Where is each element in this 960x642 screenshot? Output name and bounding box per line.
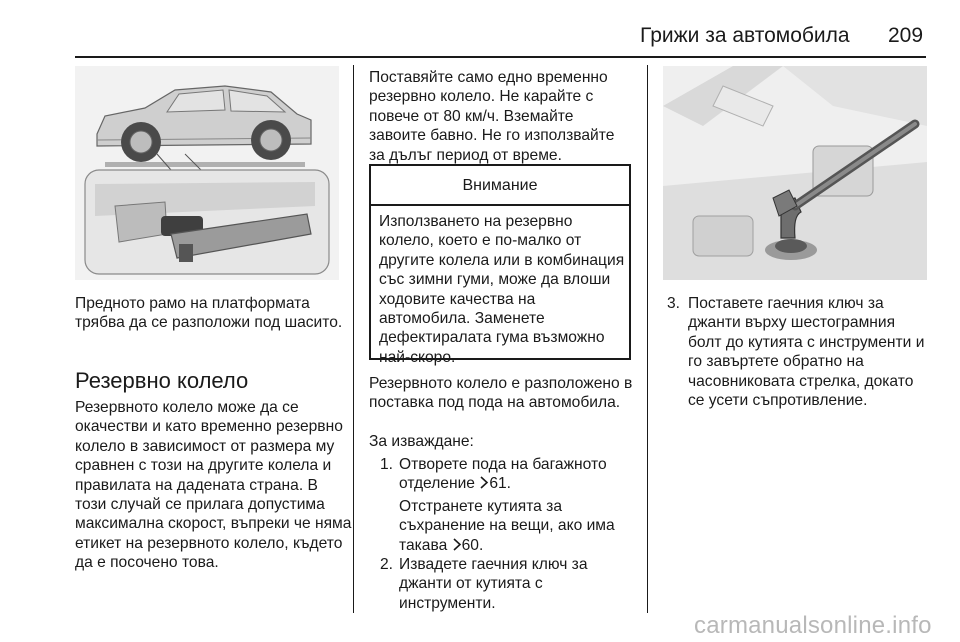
location-text: Резервното колело е разположено в поставка под пода на автомобила. bbox=[369, 375, 633, 412]
step-2-text: Извадете гаечния ключ за джанти от кутията с инструменти. bbox=[399, 556, 588, 612]
section-text: Резервното колело може да се окачестви и като временно резервно колело в зависимост от размера му сравнен с този на другите колела и правилата на дадената страна. В този случай се прилага допустима максимална скорост, въпреки че няма етикет на резервното колело, където да е посочено това. bbox=[75, 399, 352, 572]
step-3-text: Поставете гаечния ключ за джанти върху шестограмния болт до кутията с инструменти и го завъртете обратно на часовниковата стрелка, докато се усети съпротивление. bbox=[688, 295, 925, 410]
step-1-number: 1. bbox=[380, 456, 394, 473]
step-1-subtext bbox=[399, 497, 635, 556]
step-1-subtext-page-ref[interactable]: 60. bbox=[461, 536, 484, 554]
step-3-number: 3. bbox=[667, 295, 681, 312]
page-number: 209 bbox=[888, 24, 924, 47]
section-heading: Резервно колело bbox=[75, 368, 249, 393]
warning-box bbox=[369, 164, 631, 366]
step-1-page-ref[interactable]: 61. bbox=[489, 475, 512, 493]
step-1-text: Отворете пода на багажното отделение bbox=[399, 456, 607, 493]
wrench-bolt-illustration bbox=[663, 66, 927, 280]
intro-text: Поставяйте само едно временно резервно колело. Не карайте с повече от 80 км/ч. Вземайте завоите бавно. Не го използвайте за дълъг период от време. bbox=[369, 69, 615, 164]
arrow-reference-icon bbox=[452, 537, 462, 556]
page-header-title: Грижи за автомобила bbox=[640, 24, 850, 47]
column-divider-left bbox=[353, 65, 354, 613]
removal-label: За изваждане: bbox=[369, 433, 474, 450]
car-jack-illustration bbox=[75, 66, 339, 280]
arrow-reference-icon bbox=[479, 475, 489, 494]
figure-car-jack bbox=[75, 66, 339, 280]
watermark: carmanualsonline.info bbox=[694, 612, 932, 639]
warning-title: Внимание bbox=[371, 166, 629, 206]
step-1-subtext-text: Отстранете кутията за съхранение на вещи, ако има такава bbox=[399, 498, 615, 554]
column-divider-right bbox=[647, 65, 648, 613]
step-1 bbox=[399, 455, 635, 495]
figure-caption: Предното рамо на платформата трябва да се разположи под шасито. bbox=[75, 295, 343, 332]
figure-wrench-bolt bbox=[663, 66, 927, 280]
header-rule bbox=[75, 56, 926, 58]
warning-text: Използването на резервно колело, което е по-малко от другите колела или в комбинация със зимни гуми, може да влоши ходовите качества на автомобила. Заменете дефектиралата гума възможно най-скоро. bbox=[379, 213, 625, 366]
step-2-number: 2. bbox=[380, 556, 394, 573]
